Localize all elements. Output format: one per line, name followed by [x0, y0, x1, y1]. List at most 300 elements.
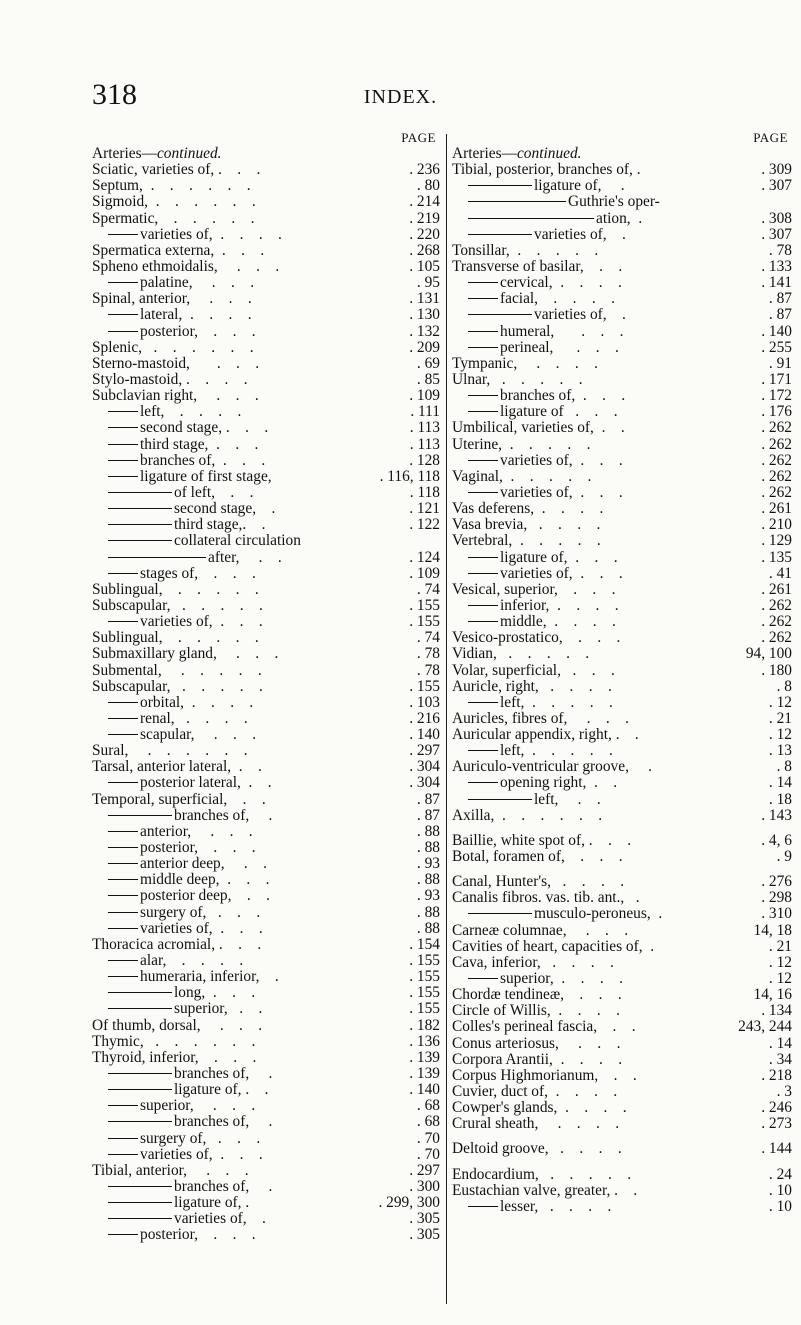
entry-term: varieties of, . . . [140, 920, 263, 937]
ditto-dash [108, 1121, 172, 1122]
entry-term: Deltoid groove, . . . . [452, 1141, 622, 1158]
index-entry [452, 243, 792, 259]
entry-page-ref: . 307 [761, 177, 792, 195]
entry-term: superior, . . . [140, 1098, 256, 1115]
ditto-dash [108, 492, 172, 493]
entry-page-ref: . 134 [761, 1002, 792, 1020]
index-entry [452, 939, 792, 955]
ditto-dash [468, 201, 566, 202]
entry-term: Canal, Hunter's, . . . . [452, 874, 625, 891]
entry-term: third stage, . . . [140, 436, 259, 453]
index-entry [452, 775, 792, 791]
ditto-dash [468, 913, 532, 914]
entry-term: branches of, . [174, 807, 273, 824]
ditto-dash [468, 314, 532, 315]
column-divider [446, 134, 447, 1304]
entry-page-ref: . 140 [409, 726, 440, 744]
entry-term: superior, . . . . [500, 971, 623, 988]
entry-page-ref: . 262 [761, 419, 792, 437]
index-entry [452, 485, 792, 501]
entry-page-ref: . 133 [761, 257, 792, 275]
index-entry [92, 663, 440, 679]
index-entry [452, 808, 792, 824]
index-entry [452, 849, 792, 865]
page-column-header: PAGE [753, 130, 788, 145]
index-entry [452, 695, 792, 711]
ditto-dash [108, 702, 138, 703]
entry-page-ref: . 128 [409, 451, 440, 469]
index-entry [452, 1068, 792, 1084]
index-entry [92, 533, 440, 549]
entry-term: Canalis fibros. vas. tib. ant., . [452, 890, 640, 907]
ditto-dash [108, 928, 138, 929]
entry-term: Sciatic, varieties of, . . . [92, 162, 261, 179]
entry-page-ref: . 143 [761, 806, 792, 824]
index-entry-list [92, 162, 440, 1243]
entry-term: Spheno ethmoidalis, . . . [92, 258, 280, 275]
index-entry [452, 906, 792, 922]
index-entry [452, 533, 792, 549]
entry-page-ref: . 132 [409, 322, 440, 340]
index-entry [92, 388, 440, 404]
ditto-dash [108, 960, 138, 961]
entry-term: branches of, . [174, 1114, 273, 1131]
index-entry [92, 856, 440, 872]
ditto-dash [108, 734, 138, 735]
entry-page-ref: . 261 [761, 580, 792, 598]
entry-page-ref: . 78 [768, 241, 792, 259]
entry-term: posterior, . . . [140, 1227, 256, 1244]
index-entry [92, 905, 440, 921]
index-entry [92, 1001, 440, 1017]
entry-page-ref: . 18 [768, 790, 792, 808]
entry-term: anterior, . . . [140, 823, 253, 840]
entry-page-ref: . 88 [416, 871, 440, 889]
index-entry [452, 833, 792, 849]
entry-page-ref: . 135 [761, 548, 792, 566]
entry-page-ref: . 139 [409, 1048, 440, 1066]
entry-page-ref: . 34 [768, 1050, 792, 1068]
entry-page-ref: 94, 100 [745, 645, 792, 663]
entry-page-ref: . 111 [410, 403, 440, 421]
entry-term: Sublingual, . . . . . [92, 581, 259, 598]
index-entry [452, 1167, 792, 1183]
entry-term: Spermatica externa, . . . [92, 242, 265, 259]
entry-term: varieties of, . [534, 226, 626, 243]
entry-term: Vaginal, . . . . . [452, 468, 592, 485]
index-entry [452, 550, 792, 566]
entry-term: varieties of, . . . [140, 1146, 263, 1163]
entry-term: facial, . . . . [500, 291, 615, 308]
index-entry [452, 1141, 792, 1157]
index-entry [92, 275, 440, 291]
ditto-dash [108, 847, 138, 848]
ditto-dash [108, 895, 138, 896]
ditto-dash [108, 524, 172, 525]
index-entry [92, 1211, 440, 1227]
entry-page-ref: . 10 [768, 1197, 792, 1215]
ditto-dash [468, 750, 498, 751]
ditto-dash [468, 298, 498, 299]
index-entry [452, 630, 792, 646]
entry-page-ref: . 129 [761, 532, 792, 550]
ditto-dash [108, 1105, 138, 1106]
entry-term: second stage, . [174, 501, 276, 518]
entry-term: Volar, superficial, . . . [452, 662, 615, 679]
entry-term: Tonsillar, . . . . . [452, 242, 599, 259]
entry-page-ref: . 136 [409, 1032, 440, 1050]
entry-page-ref: . 246 [761, 1099, 792, 1117]
ditto-dash [108, 508, 172, 509]
index-entry [92, 227, 440, 243]
index-entry [92, 614, 440, 630]
entry-page-ref: . 130 [409, 306, 440, 324]
entry-term: middle deep, . . . [140, 872, 270, 889]
index-entry [452, 598, 792, 614]
index-entry [92, 679, 440, 695]
index-entry [452, 971, 792, 987]
index-entry [452, 194, 792, 210]
entry-term: palatine, . . . [140, 275, 255, 292]
entry-page-ref: . 180 [761, 661, 792, 679]
entry-term: superior, . . [174, 1001, 263, 1018]
entry-page-ref: . 74 [416, 629, 440, 647]
entry-page-ref: . 131 [409, 290, 440, 308]
entry-term: posterior deep, . . [140, 888, 270, 905]
index-entry [92, 259, 440, 275]
running-title: INDEX. [363, 86, 438, 108]
index-entry [452, 1199, 792, 1215]
ditto-dash [468, 573, 498, 574]
entry-term: Guthrie's oper- [568, 194, 660, 211]
entry-page-ref: . 155 [409, 968, 440, 986]
entry-page-ref: . 304 [409, 774, 440, 792]
entry-term: branches of, . . . [140, 452, 266, 469]
entry-term: Axilla, . . . . . . [452, 807, 603, 824]
index-entry [452, 955, 792, 971]
entry-page-ref: . 141 [761, 274, 792, 292]
ditto-dash [108, 282, 138, 283]
entry-term: third stage,. . [174, 517, 266, 534]
entry-term: varieties of, . . . [140, 614, 263, 631]
index-entry [92, 501, 440, 517]
index-entry [452, 1036, 792, 1052]
entry-term: Eustachian valve, greater, . . [452, 1182, 638, 1199]
entry-page-ref: . 155 [409, 984, 440, 1002]
index-entry [92, 194, 440, 210]
ditto-dash [468, 557, 498, 558]
index-entry [92, 372, 440, 388]
entry-page-ref: . 305 [409, 1226, 440, 1244]
entry-term: surgery of, . . . [140, 904, 261, 921]
entry-term: lesser, . . . . [500, 1198, 612, 1215]
entry-term: Auriculo-ventricular groove, . [452, 759, 653, 776]
index-entry [452, 679, 792, 695]
ditto-dash [108, 1154, 138, 1155]
entry-page-ref: . 276 [761, 873, 792, 891]
index-entry [452, 874, 792, 890]
entry-term: Sublingual, . . . . . [92, 630, 259, 647]
ditto-dash [108, 1089, 172, 1090]
entry-page-ref: . 78 [416, 661, 440, 679]
entry-page-ref: . 262 [761, 596, 792, 614]
entry-term: humeral, . . . [500, 323, 624, 340]
ditto-dash [108, 992, 172, 993]
entry-page-ref: . 220 [409, 225, 440, 243]
entry-page-ref: . 310 [761, 905, 792, 923]
index-entry [452, 663, 792, 679]
index-entry [92, 1050, 440, 1066]
entry-term: Vasa brevia, . . . . [452, 517, 601, 534]
entry-page-ref: 243, 244 [738, 1018, 792, 1036]
entry-page-ref: . 176 [761, 403, 792, 421]
index-entry [452, 420, 792, 436]
entry-page-ref: . 87 [768, 306, 792, 324]
ditto-dash [468, 605, 498, 606]
index-entry [452, 517, 792, 533]
entry-term: Corpus Highmorianum, . . [452, 1067, 637, 1084]
index-entry-list [452, 162, 792, 1215]
entry-term: Carneæ columnae, . . . [452, 922, 629, 939]
entry-term: Uterine, . . . . . [452, 436, 591, 453]
entry-page-ref: . 210 [761, 516, 792, 534]
entry-term: Thoracica acromial, . . . [92, 936, 262, 953]
entry-page-ref: . 9 [776, 848, 792, 866]
index-entry [452, 1019, 792, 1035]
entry-term: Submaxillary gland, . . . [92, 646, 279, 663]
entry-term: ation, . [596, 210, 643, 227]
entry-term: Spinal, anterior, . . . [92, 291, 252, 308]
entry-term: Chordæ tendineæ, . . . [452, 987, 622, 1004]
entry-page-ref: . 268 [409, 241, 440, 259]
ditto-dash [468, 978, 498, 979]
index-entry [92, 162, 440, 178]
entry-page-ref: . 219 [409, 209, 440, 227]
entry-page-ref: . 78 [416, 645, 440, 663]
entry-term: Vidian, . . . . . [452, 646, 590, 663]
entry-term: varieties of, . . . [500, 484, 623, 501]
entry-term: ligature of, . . . [500, 549, 618, 566]
entry-page-ref: . 262 [761, 435, 792, 453]
entry-page-ref: . 14 [768, 1034, 792, 1052]
entry-term: Vas deferens, . . . . [452, 501, 604, 518]
index-entry [452, 923, 792, 939]
entry-page-ref: . 155 [409, 1000, 440, 1018]
entry-page-ref: . 109 [409, 387, 440, 405]
index-entry [92, 1066, 440, 1082]
entry-term: posterior, . . . [140, 840, 256, 857]
index-entry [92, 1018, 440, 1034]
index-entry [92, 453, 440, 469]
index-entry [452, 582, 792, 598]
entry-term: Auricular appendix, right, . . [452, 727, 639, 744]
entry-term: Auricle, right, . . . . [452, 678, 612, 695]
entry-term: left, . . . . [140, 404, 242, 421]
index-entry [92, 1195, 440, 1211]
entry-term: long, . . . [174, 985, 256, 1002]
entry-page-ref: . 21 [768, 709, 792, 727]
entry-term: Thyroid, inferior, . . . [92, 1049, 257, 1066]
entry-term: renal, . . . . [140, 710, 248, 727]
entry-term: inferior, . . . . [500, 597, 619, 614]
entry-term: Subclavian right, . . . [92, 388, 259, 405]
entry-page-ref: . 299, 300 [378, 1194, 440, 1212]
index-entry [92, 840, 440, 856]
entry-term: Submental, . . . . . [92, 662, 262, 679]
ditto-dash [468, 395, 498, 396]
entry-term: Spermatic, . . . . . [92, 210, 255, 227]
entry-page-ref: . 8 [776, 677, 792, 695]
index-entry [92, 985, 440, 1001]
entry-page-ref: . 298 [761, 889, 792, 907]
entry-page-ref: . 93 [416, 887, 440, 905]
entry-page-ref: . 88 [416, 903, 440, 921]
entry-term: middle, . . . . [500, 614, 616, 631]
entry-page-ref: . 154 [409, 935, 440, 953]
entry-page-ref: . 305 [409, 1210, 440, 1228]
ditto-dash [468, 185, 532, 186]
index-entry [92, 404, 440, 420]
index-entry [92, 1098, 440, 1114]
index-entry [92, 485, 440, 501]
index-entry [92, 340, 440, 356]
index-entry [452, 211, 792, 227]
index-entry [92, 324, 440, 340]
entry-page-ref: . 262 [761, 483, 792, 501]
entry-page-ref: . 10 [768, 1181, 792, 1199]
entry-page-ref: . 214 [409, 193, 440, 211]
index-entry [92, 582, 440, 598]
page-column-header: PAGE [401, 130, 436, 145]
entry-term: Ulnar, . . . . . [452, 371, 583, 388]
entry-page-ref: . 262 [761, 613, 792, 631]
entry-page-ref: . 139 [409, 1065, 440, 1083]
entry-page-ref: . 121 [409, 500, 440, 518]
entry-term: ligature of . . . [500, 404, 618, 421]
index-entry [92, 356, 440, 372]
index-entry [452, 259, 792, 275]
entry-term: Sigmoid, . . . . . . [92, 194, 256, 211]
entry-term: left, . . [534, 791, 601, 808]
index-entry [452, 743, 792, 759]
entry-page-ref: . 88 [416, 839, 440, 857]
index-entry [452, 987, 792, 1003]
entry-term: Umbilical, varieties of, . . [452, 420, 625, 437]
index-entry [92, 872, 440, 888]
entry-term: surgery of, . . . [140, 1130, 261, 1147]
entry-term: branches of, . [174, 1066, 273, 1083]
entry-term: branches of, . [174, 1179, 273, 1195]
index-entry [452, 404, 792, 420]
index-entry [92, 420, 440, 436]
index-entry [92, 888, 440, 904]
index-entry [92, 775, 440, 791]
entry-page-ref: . 70 [416, 1145, 440, 1163]
entry-term: varieties of, . . . . [140, 226, 282, 243]
ditto-dash [108, 718, 138, 719]
ditto-dash [468, 621, 498, 622]
entry-page-ref: . 140 [409, 1081, 440, 1099]
entry-term: Crural sheath, . . . . [452, 1116, 620, 1133]
running-head [0, 78, 801, 114]
entry-page-ref: . 87 [416, 806, 440, 824]
entry-term: Sterno-mastoid, . . . [92, 355, 260, 372]
entry-page-ref: . 95 [416, 274, 440, 292]
index-entry [92, 1131, 440, 1147]
ditto-dash [108, 815, 172, 816]
entry-page-ref: . 113 [409, 419, 440, 437]
entry-page-ref: . 155 [409, 613, 440, 631]
index-entry [92, 630, 440, 646]
index-entry [92, 178, 440, 194]
entry-page-ref: . 70 [416, 1129, 440, 1147]
ditto-dash [468, 782, 498, 783]
index-entry [92, 211, 440, 227]
entry-page-ref: 14, 16 [753, 986, 792, 1004]
entry-term: ligature of, . [534, 178, 625, 195]
entry-term: ligature of, . . [174, 1082, 269, 1099]
ditto-dash [468, 799, 532, 800]
entry-page-ref: . 261 [761, 500, 792, 518]
ditto-dash [108, 879, 138, 880]
entry-page-ref: . 88 [416, 919, 440, 937]
index-entry [452, 1183, 792, 1199]
index-entry [452, 1084, 792, 1100]
entry-term: after, . . [208, 549, 282, 566]
entry-term: Vesico-prostatico, . . . [452, 630, 621, 647]
index-entry [92, 550, 440, 566]
entry-term: Sural, . . . . . . [92, 743, 248, 760]
index-entry [92, 243, 440, 259]
entry-page-ref: . 297 [409, 742, 440, 760]
entry-page-ref: . 21 [768, 937, 792, 955]
index-entry [92, 759, 440, 775]
ditto-dash [468, 1206, 498, 1207]
entry-term: Auricles, fibres of, . . . [452, 710, 629, 727]
entry-page-ref: . 304 [409, 758, 440, 776]
entry-term: of left, . . [174, 484, 254, 501]
index-entry [92, 291, 440, 307]
entry-term: Vesical, superior, . . . [452, 581, 616, 598]
index-entry [92, 469, 440, 485]
entry-term: Circle of Willis, . . . . [452, 1003, 620, 1020]
entry-term: ligature of, . [174, 1195, 250, 1212]
index-entry [92, 1147, 440, 1163]
entry-term: Subscapular, . . . . . [92, 597, 263, 614]
index-entry [92, 953, 440, 969]
entry-term: varieties of, . [174, 1211, 266, 1228]
entry-page-ref: . 87 [768, 290, 792, 308]
entry-term: opening right, . . [500, 775, 618, 792]
entry-term: orbital, . . . . [140, 694, 254, 711]
entry-page-ref: . 69 [416, 354, 440, 372]
entry-term: Endocardium, . . . . . [452, 1166, 632, 1183]
entry-term: posterior lateral, . . [140, 775, 272, 792]
entry-term: Vertebral, . . . . . [452, 533, 601, 550]
entry-term: Cuvier, duct of, . . . . [452, 1084, 618, 1101]
index-entry [92, 727, 440, 743]
ditto-dash [108, 912, 138, 913]
ditto-dash [108, 557, 206, 558]
index-entry [92, 937, 440, 953]
entry-term: Septum, . . . . . . [92, 178, 251, 195]
entry-page-ref: . 68 [416, 1097, 440, 1115]
ditto-dash [108, 411, 138, 412]
index-entry [92, 1179, 440, 1195]
entry-page-ref: . 171 [761, 370, 792, 388]
entry-term: Tibial, posterior, branches of, . [452, 162, 641, 179]
ditto-dash [108, 863, 138, 864]
